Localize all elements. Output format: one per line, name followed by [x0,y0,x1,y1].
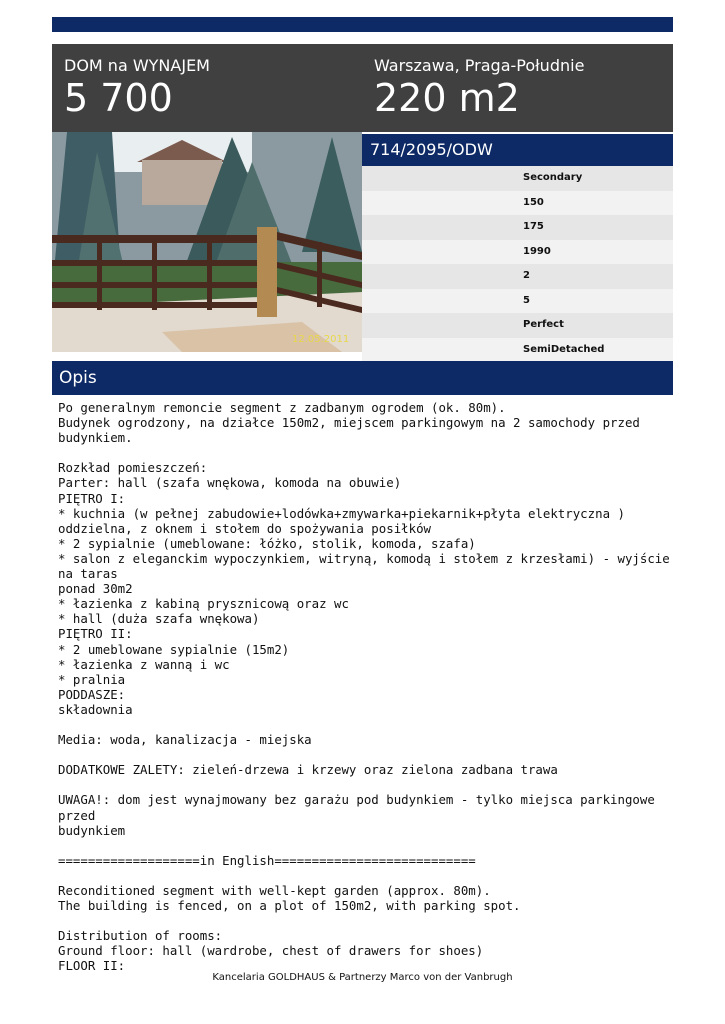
detail-row: 2 [362,264,673,289]
description-heading: Opis [52,361,673,395]
detail-row: 1990 [362,240,673,265]
property-photo [52,132,362,352]
detail-row: Secondary [362,166,673,191]
footer-agency: Kancelaria GOLDHAUS & Partnerzy Marco von der Vanbrugh [212,972,513,983]
description-text: Po generalnym remoncie segment z zadbanym ogrodem (ok. 80m). Budynek ogrodzony, na działce 150m2, miejscem parkingowym na 2 samochody przed budynkiem. Rozkład pomieszczeń: Parter: hall (szafa wnękowa, komoda na obuwie) PIĘTRO I: * kuchnia (w pełnej zabudowie+lodówka+zmywarka+piekarnik+płyta elektryczna ) oddzielna, z oknem i stołem do spożywania posiłków * 2 sypialnie (umeblowane: łóżko, stolik, komoda, szafa) * salon z eleganckim wypoczynkiem, witryną, komodą i stołem z krzesłami) - wyjście na taras ponad 30m2 * łazienka z kabiną prysznicową oraz wc * hall (duża szafa wnękowa) PIĘTRO II: * 2 umeblowane sypialnie (15m2) * łazienka z wanną i wc * pralnia PODDASZE: składownia Media: woda, kanalizacja - miejska DODATKOWE ZALETY: zieleń-drzewa i krzewy oraz zielona zadbana trawa UWAGA!: dom jest wynajmowany bez garażu pod budynkiem - tylko miejsca parkingowe przed budynkiem ===================in English=========================== Reconditioned segment with well-kept garden (approx. 80m). The building is fenced, on a plot of 150m2, with parking spot. Distribution of rooms: Ground floor: hall (wardrobe, chest of drawers for shoes) FLOOR II: [58,400,670,974]
area: 220 m2 [374,76,520,120]
offer-type: DOM na WYNAJEM [64,56,210,75]
location-block [374,56,584,120]
reference-number: 714/2095/ODW [362,134,673,166]
top-accent-bar [52,17,673,32]
detail-row: Perfect [362,313,673,338]
listing-header [52,44,673,132]
detail-row: SemiDetached [362,338,673,363]
photo-date-stamp: 12.05.2011 [292,334,350,345]
property-details-table [362,166,673,362]
detail-row: 175 [362,215,673,240]
detail-row: 5 [362,289,673,314]
offer-block [64,56,210,120]
location: Warszawa, Praga-Południe [374,56,585,75]
detail-row: 150 [362,191,673,216]
price: 5 700 [64,76,173,120]
